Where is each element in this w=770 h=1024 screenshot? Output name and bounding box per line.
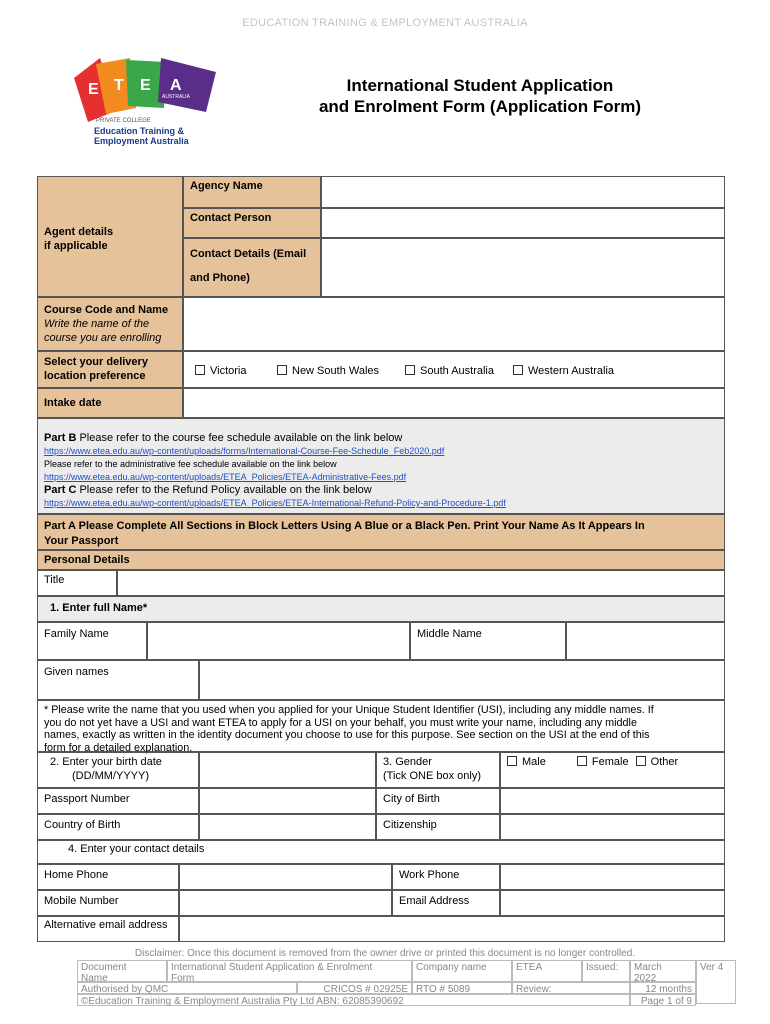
given-names-field[interactable] [199, 660, 725, 700]
home-phone-label: Home Phone [37, 864, 179, 890]
document-title: International Student Application and Enrolment Form (Application Form) [318, 76, 642, 116]
personal-details-heading: Personal Details [37, 550, 725, 570]
svg-text:E: E [88, 81, 99, 98]
footer-company-value: ETEA [512, 960, 582, 982]
agency-name-label: Agency Name [183, 176, 321, 208]
svg-text:PRIVATE COLLEGE: PRIVATE COLLEGE [96, 118, 151, 124]
passport-label: Passport Number [37, 788, 199, 814]
title-field[interactable] [117, 570, 725, 596]
citizenship-field[interactable] [500, 814, 725, 840]
checkbox-icon[interactable] [636, 756, 646, 766]
footer-review-label: Review: [512, 982, 630, 994]
birth-date-field[interactable] [199, 752, 376, 788]
checkbox-icon[interactable] [277, 365, 287, 375]
email-label: Email Address [392, 890, 500, 916]
contact-details-label: Contact Details (Email and Phone) [183, 238, 321, 297]
work-phone-label: Work Phone [392, 864, 500, 890]
logo-subtitle: Education Training & Employment Australia [94, 126, 189, 146]
course-fee-link[interactable]: https://www.etea.edu.au/wp-content/uploads/forms/International-Course-Fee-Schedule_Feb2020.pdf [44, 446, 445, 456]
citizenship-label: Citizenship [376, 814, 500, 840]
mobile-field[interactable] [179, 890, 392, 916]
mobile-label: Mobile Number [37, 890, 179, 916]
checkbox-icon[interactable] [513, 365, 523, 375]
svg-text:AUSTRALIA: AUSTRALIA [162, 94, 190, 100]
checkbox-icon[interactable] [405, 365, 415, 375]
delivery-option-nsw[interactable]: New South Wales [277, 365, 379, 377]
alt-email-field[interactable] [179, 916, 725, 942]
course-field[interactable] [183, 297, 725, 351]
gender-option-female[interactable]: Female [577, 756, 629, 768]
contact-heading: 4. Enter your contact details [37, 840, 725, 864]
gender-options [500, 752, 725, 788]
admin-fee-link[interactable]: https://www.etea.edu.au/wp-content/uploads/ETEA_Policies/ETEA-Administrative-Fees.pdf [44, 472, 407, 482]
footer-version: Ver 4 [696, 960, 736, 1004]
footer-issued-value: March 2022 [630, 960, 696, 982]
birth-date-label: 2. Enter your birth date (DD/MM/YYYY) [37, 752, 199, 788]
gender-option-other[interactable]: Other [636, 756, 679, 768]
passport-field[interactable] [199, 788, 376, 814]
contact-details-field[interactable] [321, 238, 725, 297]
intake-label: Intake date [37, 388, 183, 418]
footer-company-label: Company name [412, 960, 512, 982]
given-names-label: Given names [37, 660, 199, 700]
gender-option-male[interactable]: Male [507, 756, 546, 768]
checkbox-icon[interactable] [577, 756, 587, 766]
middle-name-label: Middle Name [410, 622, 566, 660]
svg-text:T: T [114, 77, 124, 94]
intake-field[interactable] [183, 388, 725, 418]
agency-name-field[interactable] [321, 176, 725, 208]
delivery-label: Select your delivery location preference [37, 351, 183, 388]
footer-page: Page 1 of 9 [630, 994, 696, 1006]
family-name-label: Family Name [37, 622, 147, 660]
contact-person-field[interactable] [321, 208, 725, 238]
footer-doc-name-label: Document Name [77, 960, 167, 982]
footer-disclaimer: Disclaimer: Once this document is removed from the owner drive or printed this document is no longer controlled. [134, 948, 636, 959]
checkbox-icon[interactable] [507, 756, 517, 766]
middle-name-field[interactable] [566, 622, 725, 660]
footer-authorised: Authorised by QMC [77, 982, 297, 994]
refund-policy-link[interactable]: https://www.etea.edu.au/wp-content/uploads/ETEA_Policies/ETEA-International-Refund-Policy-and-Procedure-1.pdf [44, 498, 506, 508]
email-field[interactable] [500, 890, 725, 916]
work-phone-field[interactable] [500, 864, 725, 890]
footer-issued-label: Issued: [582, 960, 630, 982]
footer-doc-name-value: International Student Application & Enrolment Form [167, 960, 412, 982]
country-birth-label: Country of Birth [37, 814, 199, 840]
city-birth-field[interactable] [500, 788, 725, 814]
delivery-option-sa[interactable]: South Australia [405, 365, 494, 377]
fees-section: Part B Please refer to the course fee schedule available on the link below https://www.etea.edu.au/wp-content/uploads/forms/International-Course-Fee-Schedule_Feb2020.pdf Please refer to the administrative fee schedule available on the link below https://www.etea.edu.au/wp-content/uploads/ETEA_Policies/ETEA-Administrative-Fees.pdf Part C Please refer to the Refund Policy available on the link below https://www.etea.edu.au/wp-content/uploads/ETEA_Policies/ETEA-International-Refund-Policy-and-Procedure-1.pdf [37, 418, 725, 514]
title-label: Title [37, 570, 117, 596]
header-org: EDUCATION TRAINING & EMPLOYMENT AUSTRALIA [242, 17, 528, 29]
part-a-heading: Part A Please Complete All Sections in Block Letters Using A Blue or a Black Pen. Print Your Name As It Appears In Your Passport [37, 514, 725, 550]
footer-review-value: 12 months [630, 982, 696, 994]
footer-copyright: ©Education Training & Employment Australia Pty Ltd ABN: 62085390692 [77, 994, 630, 1006]
city-birth-label: City of Birth [376, 788, 500, 814]
contact-person-label: Contact Person [183, 208, 321, 238]
gender-label: 3. Gender (Tick ONE box only) [376, 752, 500, 788]
svg-text:E: E [140, 77, 151, 94]
usi-note: * Please write the name that you used when you applied for your Unique Student Identifier (USI), including any middle names. If you do not yet have a USI and want ETEA to apply for a USI on your behalf, you must write your name, including any middle names, exactly as written in the identity document you choose to use for this purpose. See section on the USI at the end of this form for a detailed explanation. [37, 700, 725, 752]
full-name-heading: 1. Enter full Name* [37, 596, 725, 622]
delivery-option-wa[interactable]: Western Australia [513, 365, 614, 377]
alt-email-label: Alternative email address [37, 916, 179, 942]
delivery-option-victoria[interactable]: Victoria [195, 365, 246, 377]
footer-rto: RTO # 5089 [412, 982, 512, 994]
course-label: Course Code and Name Write the name of the course you are enrolling [37, 297, 183, 351]
checkbox-icon[interactable] [195, 365, 205, 375]
home-phone-field[interactable] [179, 864, 392, 890]
svg-text:A: A [170, 77, 182, 94]
footer-cricos: CRICOS # 02925E [297, 982, 412, 994]
agent-label: Agent details if applicable [37, 176, 183, 297]
family-name-field[interactable] [147, 622, 410, 660]
country-birth-field[interactable] [199, 814, 376, 840]
